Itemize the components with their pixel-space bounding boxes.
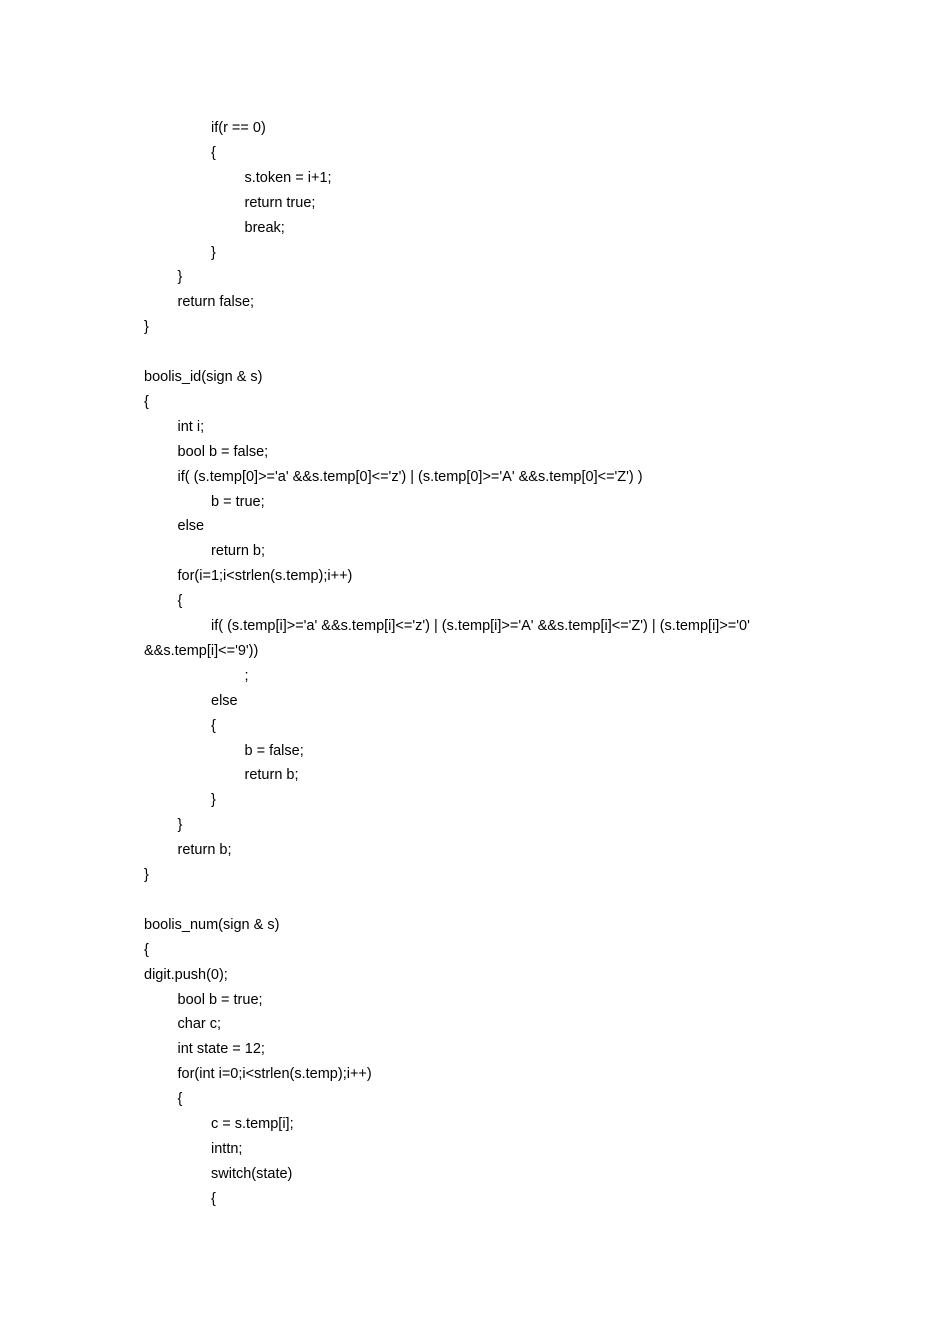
code-line: { <box>211 144 216 161</box>
code-line: if( (s.temp[i]>='a' &&s.temp[i]<='z') | (s.temp[i]>='A' &&s.temp[i]<='Z') | (s.temp[i]>='0' <box>211 618 750 634</box>
code-line: return b; <box>177 842 232 859</box>
code-line: for(i=1;i<strlen(s.temp);i++) <box>177 568 353 585</box>
code-line: } <box>177 817 183 834</box>
code-line: break; <box>244 219 285 236</box>
code-line: } <box>144 867 149 883</box>
code-line: &&s.temp[i]<='9')) <box>144 642 259 659</box>
code-line: if( (s.temp[0]>='a' &&s.temp[0]<='z') | (s.temp[0]>='A' &&s.temp[0]<='Z') ) <box>177 468 643 485</box>
code-line: } <box>211 792 216 809</box>
code-line: for(int i=0;i<strlen(s.temp);i++) <box>177 1066 372 1083</box>
code-line: } <box>211 244 216 261</box>
code-line: else <box>211 692 238 709</box>
code-line: } <box>177 269 183 286</box>
code-line: { <box>177 1091 183 1108</box>
code-line: ; <box>244 667 249 684</box>
code-line: bool b = true; <box>177 991 263 1008</box>
code-line: if(r == 0) <box>211 120 266 136</box>
code-line: return false; <box>177 294 255 311</box>
code-line: boolis_num(sign & s) <box>144 916 280 933</box>
code-line: digit.push(0); <box>144 966 228 983</box>
code-line: char c; <box>177 1016 222 1033</box>
code-line: { <box>144 393 149 410</box>
code-line: b = true; <box>211 493 265 510</box>
code-line: } <box>144 319 149 336</box>
code-line: c = s.temp[i]; <box>211 1116 294 1132</box>
code-line: { <box>211 717 216 734</box>
code-line: else <box>177 518 205 535</box>
code-line: switch(state) <box>211 1165 293 1182</box>
code-line: return b; <box>244 767 299 784</box>
code-line: s.token = i+1; <box>244 169 332 186</box>
code-line: int i; <box>177 418 205 435</box>
code-line: inttn; <box>211 1140 243 1157</box>
code-line: { <box>144 941 149 958</box>
code-line: { <box>211 1190 216 1207</box>
code-line: return b; <box>211 543 265 560</box>
code-line: int state = 12; <box>177 1041 265 1058</box>
code-line: bool b = false; <box>177 443 269 460</box>
code-line: boolis_id(sign & s) <box>144 369 263 385</box>
code-line: b = false; <box>244 742 304 759</box>
code-line: { <box>177 593 183 610</box>
code-line: return true; <box>244 194 316 211</box>
